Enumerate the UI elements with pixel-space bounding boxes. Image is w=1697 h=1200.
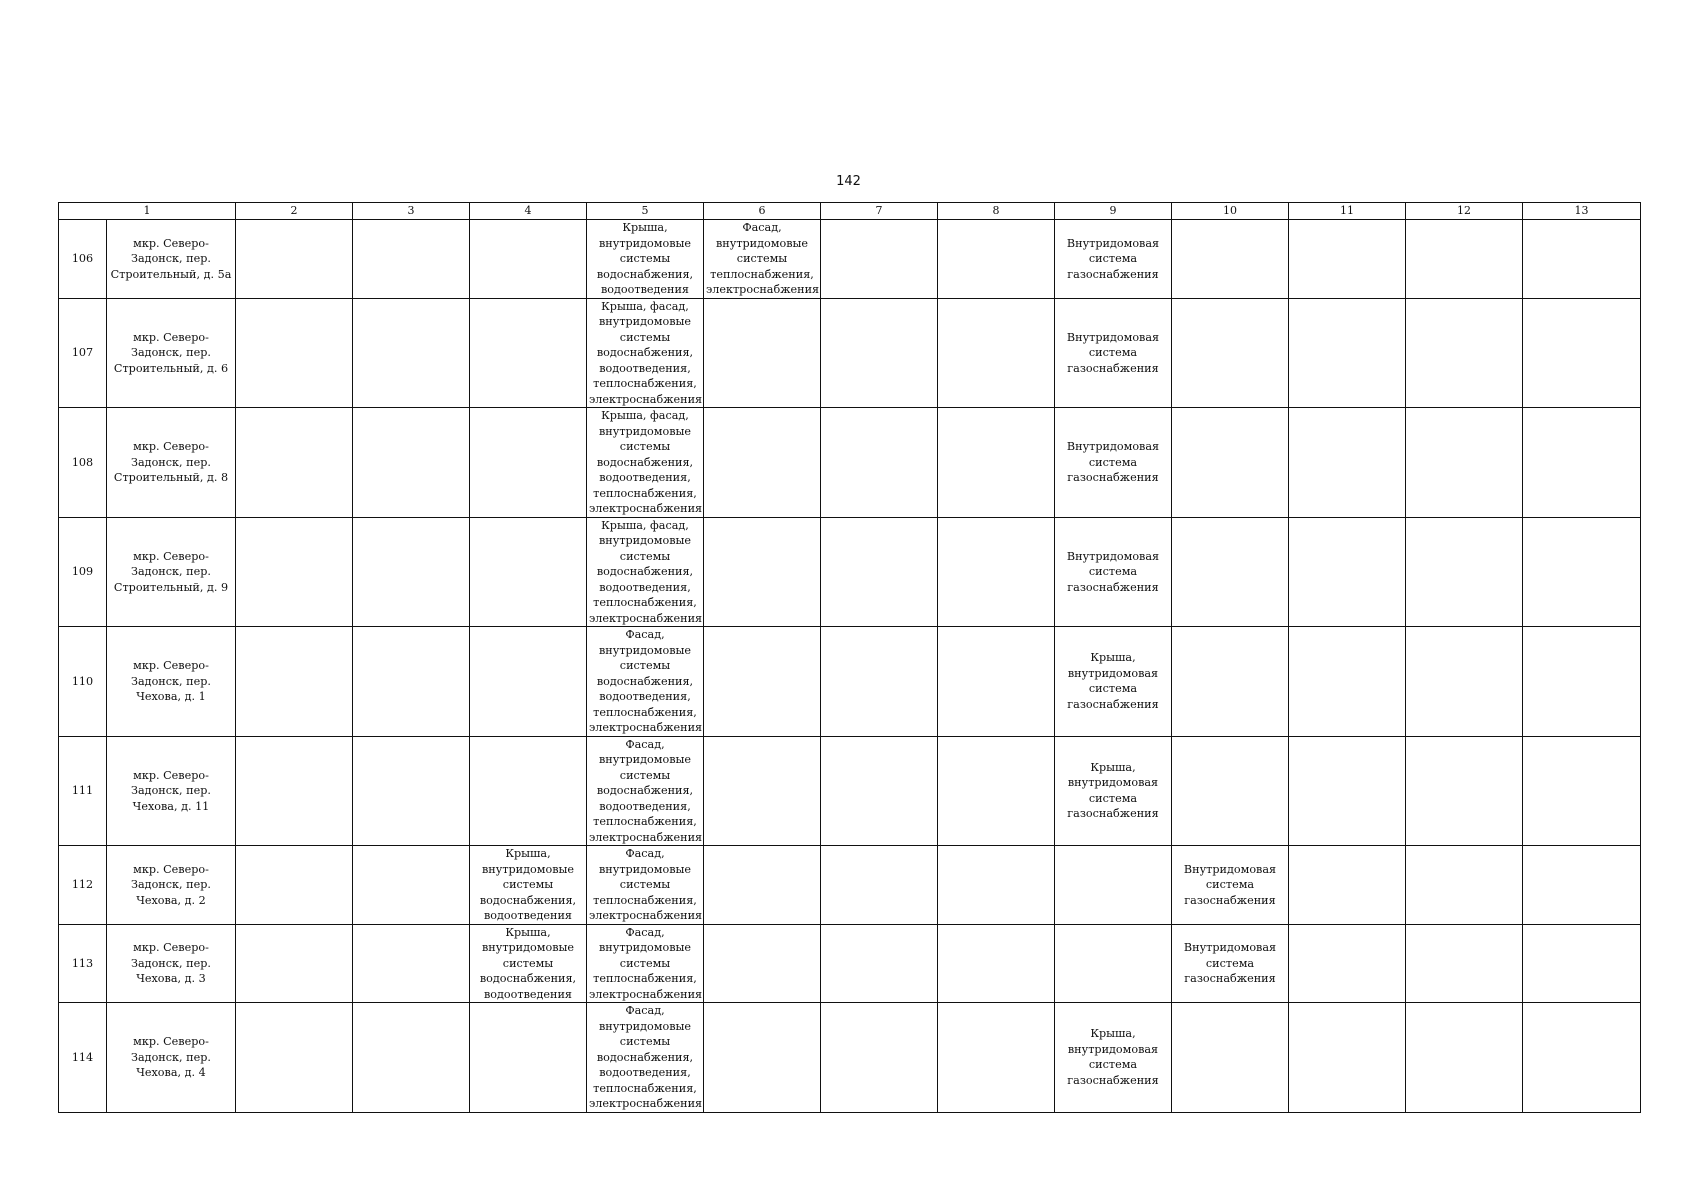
- cell-col-2: [236, 736, 353, 846]
- cell-col-4: [470, 408, 587, 518]
- row-number: 114: [59, 1003, 107, 1113]
- cell-col-7: [821, 627, 938, 737]
- cell-col-13: [1523, 1003, 1641, 1113]
- cell-col-5: Крыша, фасад, внутридомовые системы водоснабжения, водоотведения, теплоснабжения, электроснабжения: [587, 298, 704, 408]
- row-number: 107: [59, 298, 107, 408]
- cell-col-3: [353, 924, 470, 1003]
- cell-col-11: [1289, 220, 1406, 299]
- cell-col-7: [821, 298, 938, 408]
- cell-col-4: [470, 517, 587, 627]
- address-cell: мкр. Северо-Задонск, пер. Чехова, д. 11: [107, 736, 236, 846]
- cell-col-3: [353, 846, 470, 925]
- cell-col-10: [1172, 627, 1289, 737]
- cell-col-11: [1289, 298, 1406, 408]
- cell-col-2: [236, 517, 353, 627]
- cell-col-12: [1406, 627, 1523, 737]
- cell-col-6: [704, 408, 821, 518]
- cell-col-12: [1406, 298, 1523, 408]
- cell-col-9: [1055, 846, 1172, 925]
- cell-col-11: [1289, 408, 1406, 518]
- cell-col-12: [1406, 924, 1523, 1003]
- cell-col-2: [236, 627, 353, 737]
- cell-col-5: Фасад, внутридомовые системы водоснабжения, водоотведения, теплоснабжения, электроснабжения: [587, 627, 704, 737]
- cell-col-6: [704, 517, 821, 627]
- cell-col-13: [1523, 846, 1641, 925]
- cell-col-10: [1172, 517, 1289, 627]
- cell-col-11: [1289, 846, 1406, 925]
- cell-col-7: [821, 1003, 938, 1113]
- column-header-13: 13: [1523, 203, 1641, 220]
- cell-col-3: [353, 220, 470, 299]
- column-header-1: 1: [59, 203, 236, 220]
- cell-col-4: Крыша, внутридомовые системы водоснабжения, водоотведения: [470, 846, 587, 925]
- cell-col-12: [1406, 736, 1523, 846]
- table-row: [59, 298, 1641, 408]
- cell-col-4: [470, 220, 587, 299]
- cell-col-3: [353, 736, 470, 846]
- cell-col-2: [236, 924, 353, 1003]
- cell-col-7: [821, 408, 938, 518]
- cell-col-13: [1523, 627, 1641, 737]
- cell-col-6: [704, 1003, 821, 1113]
- cell-col-8: [938, 517, 1055, 627]
- cell-col-5: Крыша, фасад, внутридомовые системы водоснабжения, водоотведения, теплоснабжения, электроснабжения: [587, 517, 704, 627]
- table-row: [59, 846, 1641, 925]
- column-header-7: 7: [821, 203, 938, 220]
- cell-col-9: Крыша, внутридомовая система газоснабжения: [1055, 627, 1172, 737]
- address-cell: мкр. Северо-Задонск, пер. Строительный, д. 9: [107, 517, 236, 627]
- column-header-12: 12: [1406, 203, 1523, 220]
- cell-col-10: [1172, 408, 1289, 518]
- table-row: [59, 408, 1641, 518]
- address-cell: мкр. Северо-Задонск, пер. Строительный, д. 8: [107, 408, 236, 518]
- cell-col-9: Крыша, внутридомовая система газоснабжения: [1055, 1003, 1172, 1113]
- cell-col-10: Внутридомовая система газоснабжения: [1172, 846, 1289, 925]
- cell-col-13: [1523, 220, 1641, 299]
- table-row: [59, 736, 1641, 846]
- cell-col-13: [1523, 298, 1641, 408]
- address-cell: мкр. Северо-Задонск, пер. Строительный, д. 5а: [107, 220, 236, 299]
- row-number: 109: [59, 517, 107, 627]
- cell-col-6: [704, 627, 821, 737]
- cell-col-8: [938, 846, 1055, 925]
- cell-col-6: [704, 736, 821, 846]
- cell-col-2: [236, 220, 353, 299]
- cell-col-8: [938, 627, 1055, 737]
- cell-col-6: Фасад, внутридомовые системы теплоснабжения, электроснабжения: [704, 220, 821, 299]
- cell-col-9: Внутридомовая система газоснабжения: [1055, 298, 1172, 408]
- table-row: [59, 1003, 1641, 1113]
- cell-col-4: [470, 627, 587, 737]
- cell-col-7: [821, 736, 938, 846]
- cell-col-9: Крыша, внутридомовая система газоснабжения: [1055, 736, 1172, 846]
- table-header: [59, 203, 1641, 220]
- column-header-2: 2: [236, 203, 353, 220]
- repair-schedule-table: [58, 202, 1641, 1113]
- row-number: 108: [59, 408, 107, 518]
- table-row: [59, 627, 1641, 737]
- cell-col-2: [236, 1003, 353, 1113]
- cell-col-11: [1289, 517, 1406, 627]
- header-row: [59, 203, 1641, 220]
- column-header-6: 6: [704, 203, 821, 220]
- table-row: [59, 220, 1641, 299]
- column-header-8: 8: [938, 203, 1055, 220]
- cell-col-12: [1406, 846, 1523, 925]
- column-header-9: 9: [1055, 203, 1172, 220]
- cell-col-10: Внутридомовая система газоснабжения: [1172, 924, 1289, 1003]
- row-number: 113: [59, 924, 107, 1003]
- cell-col-9: Внутридомовая система газоснабжения: [1055, 220, 1172, 299]
- column-header-11: 11: [1289, 203, 1406, 220]
- column-header-3: 3: [353, 203, 470, 220]
- cell-col-11: [1289, 924, 1406, 1003]
- table-body: [59, 220, 1641, 1113]
- cell-col-9: [1055, 924, 1172, 1003]
- table-row: [59, 924, 1641, 1003]
- page-number: 142: [836, 174, 861, 189]
- table-row: [59, 517, 1641, 627]
- cell-col-8: [938, 220, 1055, 299]
- cell-col-2: [236, 408, 353, 518]
- cell-col-8: [938, 298, 1055, 408]
- address-cell: мкр. Северо-Задонск, пер. Чехова, д. 1: [107, 627, 236, 737]
- cell-col-8: [938, 408, 1055, 518]
- column-header-10: 10: [1172, 203, 1289, 220]
- address-cell: мкр. Северо-Задонск, пер. Чехова, д. 3: [107, 924, 236, 1003]
- cell-col-10: [1172, 736, 1289, 846]
- cell-col-7: [821, 517, 938, 627]
- cell-col-4: [470, 1003, 587, 1113]
- cell-col-12: [1406, 408, 1523, 518]
- cell-col-9: Внутридомовая система газоснабжения: [1055, 517, 1172, 627]
- address-cell: мкр. Северо-Задонск, пер. Чехова, д. 4: [107, 1003, 236, 1113]
- cell-col-7: [821, 924, 938, 1003]
- cell-col-4: Крыша, внутридомовые системы водоснабжения, водоотведения: [470, 924, 587, 1003]
- column-header-5: 5: [587, 203, 704, 220]
- cell-col-5: Фасад, внутридомовые системы теплоснабжения, электроснабжения: [587, 924, 704, 1003]
- cell-col-7: [821, 220, 938, 299]
- cell-col-12: [1406, 1003, 1523, 1113]
- row-number: 106: [59, 220, 107, 299]
- row-number: 110: [59, 627, 107, 737]
- cell-col-6: [704, 298, 821, 408]
- row-number: 111: [59, 736, 107, 846]
- cell-col-11: [1289, 736, 1406, 846]
- cell-col-11: [1289, 627, 1406, 737]
- cell-col-3: [353, 408, 470, 518]
- address-cell: мкр. Северо-Задонск, пер. Строительный, д. 6: [107, 298, 236, 408]
- cell-col-12: [1406, 517, 1523, 627]
- cell-col-3: [353, 517, 470, 627]
- cell-col-5: Крыша, фасад, внутридомовые системы водоснабжения, водоотведения, теплоснабжения, электроснабжения: [587, 408, 704, 518]
- cell-col-13: [1523, 736, 1641, 846]
- cell-col-2: [236, 298, 353, 408]
- cell-col-8: [938, 1003, 1055, 1113]
- cell-col-6: [704, 846, 821, 925]
- cell-col-11: [1289, 1003, 1406, 1113]
- cell-col-12: [1406, 220, 1523, 299]
- cell-col-5: Крыша, внутридомовые системы водоснабжения, водоотведения: [587, 220, 704, 299]
- row-number: 112: [59, 846, 107, 925]
- cell-col-4: [470, 298, 587, 408]
- cell-col-10: [1172, 220, 1289, 299]
- cell-col-10: [1172, 298, 1289, 408]
- cell-col-4: [470, 736, 587, 846]
- cell-col-13: [1523, 408, 1641, 518]
- cell-col-2: [236, 846, 353, 925]
- cell-col-9: Внутридомовая система газоснабжения: [1055, 408, 1172, 518]
- cell-col-10: [1172, 1003, 1289, 1113]
- cell-col-3: [353, 627, 470, 737]
- cell-col-13: [1523, 924, 1641, 1003]
- cell-col-6: [704, 924, 821, 1003]
- cell-col-3: [353, 1003, 470, 1113]
- cell-col-13: [1523, 517, 1641, 627]
- column-header-4: 4: [470, 203, 587, 220]
- cell-col-8: [938, 736, 1055, 846]
- cell-col-3: [353, 298, 470, 408]
- cell-col-7: [821, 846, 938, 925]
- address-cell: мкр. Северо-Задонск, пер. Чехова, д. 2: [107, 846, 236, 925]
- cell-col-5: Фасад, внутридомовые системы теплоснабжения, электроснабжения: [587, 846, 704, 925]
- cell-col-5: Фасад, внутридомовые системы водоснабжения, водоотведения, теплоснабжения, электроснабжения: [587, 736, 704, 846]
- cell-col-5: Фасад, внутридомовые системы водоснабжения, водоотведения, теплоснабжения, электроснабжения: [587, 1003, 704, 1113]
- cell-col-8: [938, 924, 1055, 1003]
